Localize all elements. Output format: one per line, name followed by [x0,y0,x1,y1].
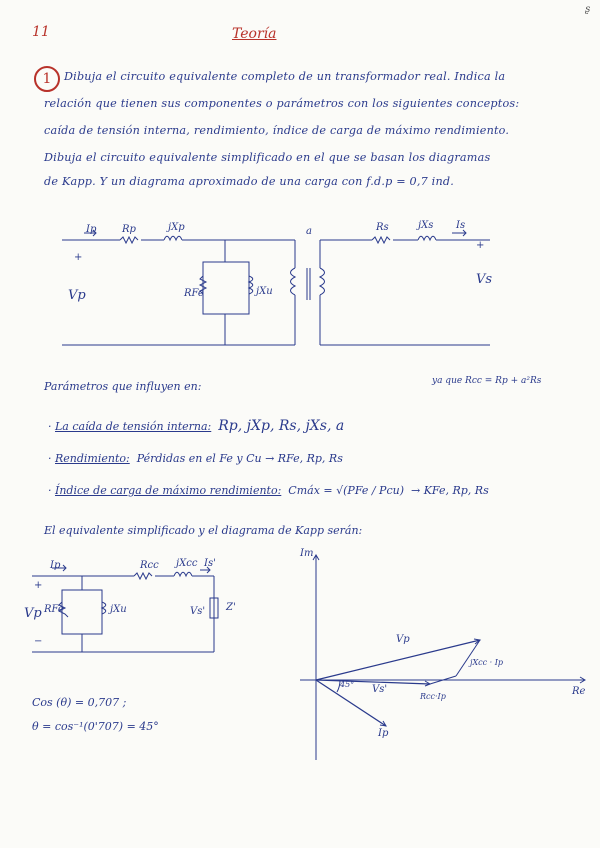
question-line: relación que tienen sus componentes o parámetros con los siguientes conceptos: [44,97,520,110]
parameters-heading: Parámetros que influyen en: [44,380,202,393]
rp-label: Rp [122,224,136,235]
rcc-note: ya que Rcc = Rp + a²Rs [432,376,542,386]
indice-label: Índice de carga de máximo rendimiento: [55,484,282,497]
bullet-caida: · La caída de tensión interna: Rp, jXp, Rs, jXs, a [48,418,345,434]
kapp-im-label: Im [300,548,314,559]
kapp-vp-label: Vp [396,634,410,645]
ip-label: Ip [86,224,97,235]
s-z-label: Z' [226,602,236,613]
kapp-re-label: Re [572,686,586,697]
s-vs-label: Vs' [190,606,206,617]
s-is-label: Is' [204,558,216,569]
rs-label: Rs [376,222,389,233]
bullet-rendimiento: · Rendimiento: Pérdidas en el Fe y Cu → RFe, Rp, Rs [48,452,343,465]
rendimiento-value: Pérdidas en el Fe y Cu → RFe, Rp, Rs [136,452,343,465]
jxp-label: jXp [168,222,185,233]
caida-label: La caída de tensión interna: [55,420,212,433]
corner-mark: ʂ [585,4,591,15]
kapp-jxcc-label: jXcc · Ip [470,658,504,667]
s-plus-label: + [34,580,43,591]
indice-formula: Cmáx = √(PFe / Pcu) [288,484,404,497]
bullet-indice: · Índice de carga de máximo rendimiento: Cmáx = √(PFe / Pcu) → KFe, Rp, Rs [48,484,489,497]
s-minus-label: − [34,636,43,647]
vp-label: Vp [68,288,86,303]
plus-primary: + [74,252,83,263]
question-line: Dibuja el circuito equivalente completo de un transformador real. Indica la [64,70,506,83]
s-rfe-label: RFe [44,604,64,615]
calc-line-1: Cos (θ) = 0,707 ; [32,696,127,709]
rcc-label: Rcc [140,560,159,571]
question-number: 1 [34,66,60,92]
kapp-ip-label: Ip [378,728,389,739]
simplified-heading: El equivalente simplificado y el diagrama de Kapp serán: [44,524,363,537]
jxs-label: jXs [418,220,434,231]
question-line: caída de tensión interna, rendimiento, índice de carga de máximo rendimiento. [44,124,510,137]
s-ip-label: Ip [50,560,61,571]
kapp-vs-label: Vs' [372,684,388,695]
ratio-a-label: a [306,226,312,237]
page-number: 11 [32,24,50,40]
calc-line-2: θ = cos⁻¹(0'707) = 45° [32,720,159,733]
s-vp-label: Vp [24,606,42,621]
rendimiento-label: Rendimiento: [55,452,130,465]
kapp-angle-label: 45° [340,680,355,689]
question-line: de Kapp. Y un diagrama aproximado de una carga con f.d.p = 0,7 ind. [44,175,454,188]
vs-label: Vs [476,272,493,287]
rfe-label: RFe [184,288,204,299]
indice-value: → KFe, Rp, Rs [411,484,489,497]
jxcc-label: jXcc [176,558,198,569]
plus-secondary: + [476,240,485,251]
s-jxu-label: jXu [110,604,127,615]
kapp-rcc-label: Rcc·Ip [420,692,446,701]
page-title: Teoría [232,26,277,42]
is-label: Is [456,220,466,231]
caida-value: Rp, jXp, Rs, jXs, a [218,418,345,434]
jxu-label: jXu [256,286,273,297]
question-line: Dibuja el circuito equivalente simplificado en el que se basan los diagramas [44,151,491,164]
